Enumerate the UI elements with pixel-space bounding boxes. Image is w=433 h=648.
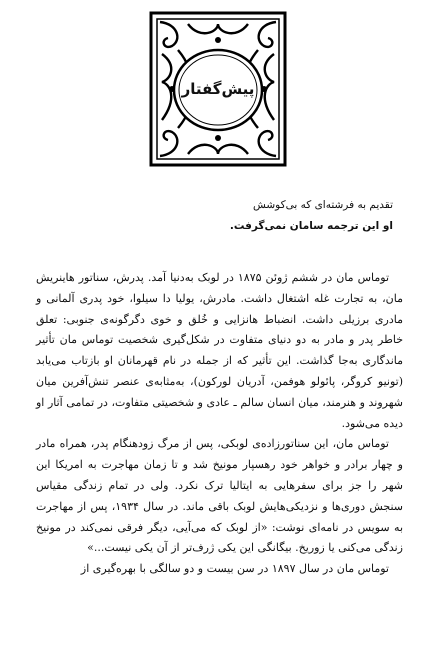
dedication-line-1: تقدیم به فرشته‌ای که بی‌کوشش [252,199,393,211]
paragraph-3: توماس مان در سال ۱۸۹۷ در سن بیست و دو سالگی با بهره‌گیری از [80,562,389,576]
body-text [36,268,403,580]
ornamental-frame [148,10,288,168]
page-title: پیش‌گفتار [181,80,255,98]
paragraph-1: توماس مان در ششم ژوئن ۱۸۷۵ در لوبک به‌دنیا آمد. پدرش، سناتور هاینریش مان، به تجارت غله اشتغال داشت. مادرش، یولیا دا سیلوا، خود پدری آلمانی و مادری برزیلی داشت. انضباط هانزایی و خُلق و خوی دگرگونه‌ی جنوبی: تعلق خاطر پدر و مادر به دو دنیای متفاوت در شکل‌گیری شخصیت توماس مان تأثیر ماندگاری به‌جا گذاشت. این تأثیر که از جمله در نام قهرمانان او بازتاب می‌یابد (تونیو کروگر، پائولو هوفمن، آدریان لورکون)، به‌مثابه‌ی عنصر تنش‌آفرین میان شهروند و هنرمند، میان انسان سالم ـ عادی و شخصیتی متفاوت، در تمامی آثار او دیده می‌شود. [36,271,403,430]
dedication-line-2: او این ترجمه سامان نمی‌گرفت. [229,220,393,232]
dedication [93,195,393,237]
paragraph-2: توماس مان، این سناتورزاده‌ی لوبکی، پس از مرگ زودهنگام پدر، همراه مادر و چهار برادر و خواهر خود رهسپار مونیخ شد و تا زمان مهاجرت به امریکا این شهر را جز برای سفرهایی به ایتالیا ترک نکرد. ولی در تمام زندگی مقیاس سنجش دوری‌ها و نزدیکی‌هایش لوبک باقی ماند. در سال ۱۹۳۴، پس از مهاجرت به سویس در نامه‌ای نوشت: «از لوبک که می‌آیی، دیگر فرقی نمی‌کند در مونیخ زندگی می‌کنی یا زوریخ. بیگانگی این یکی ژرف‌تر از آن یکی نیست...» [36,437,403,555]
